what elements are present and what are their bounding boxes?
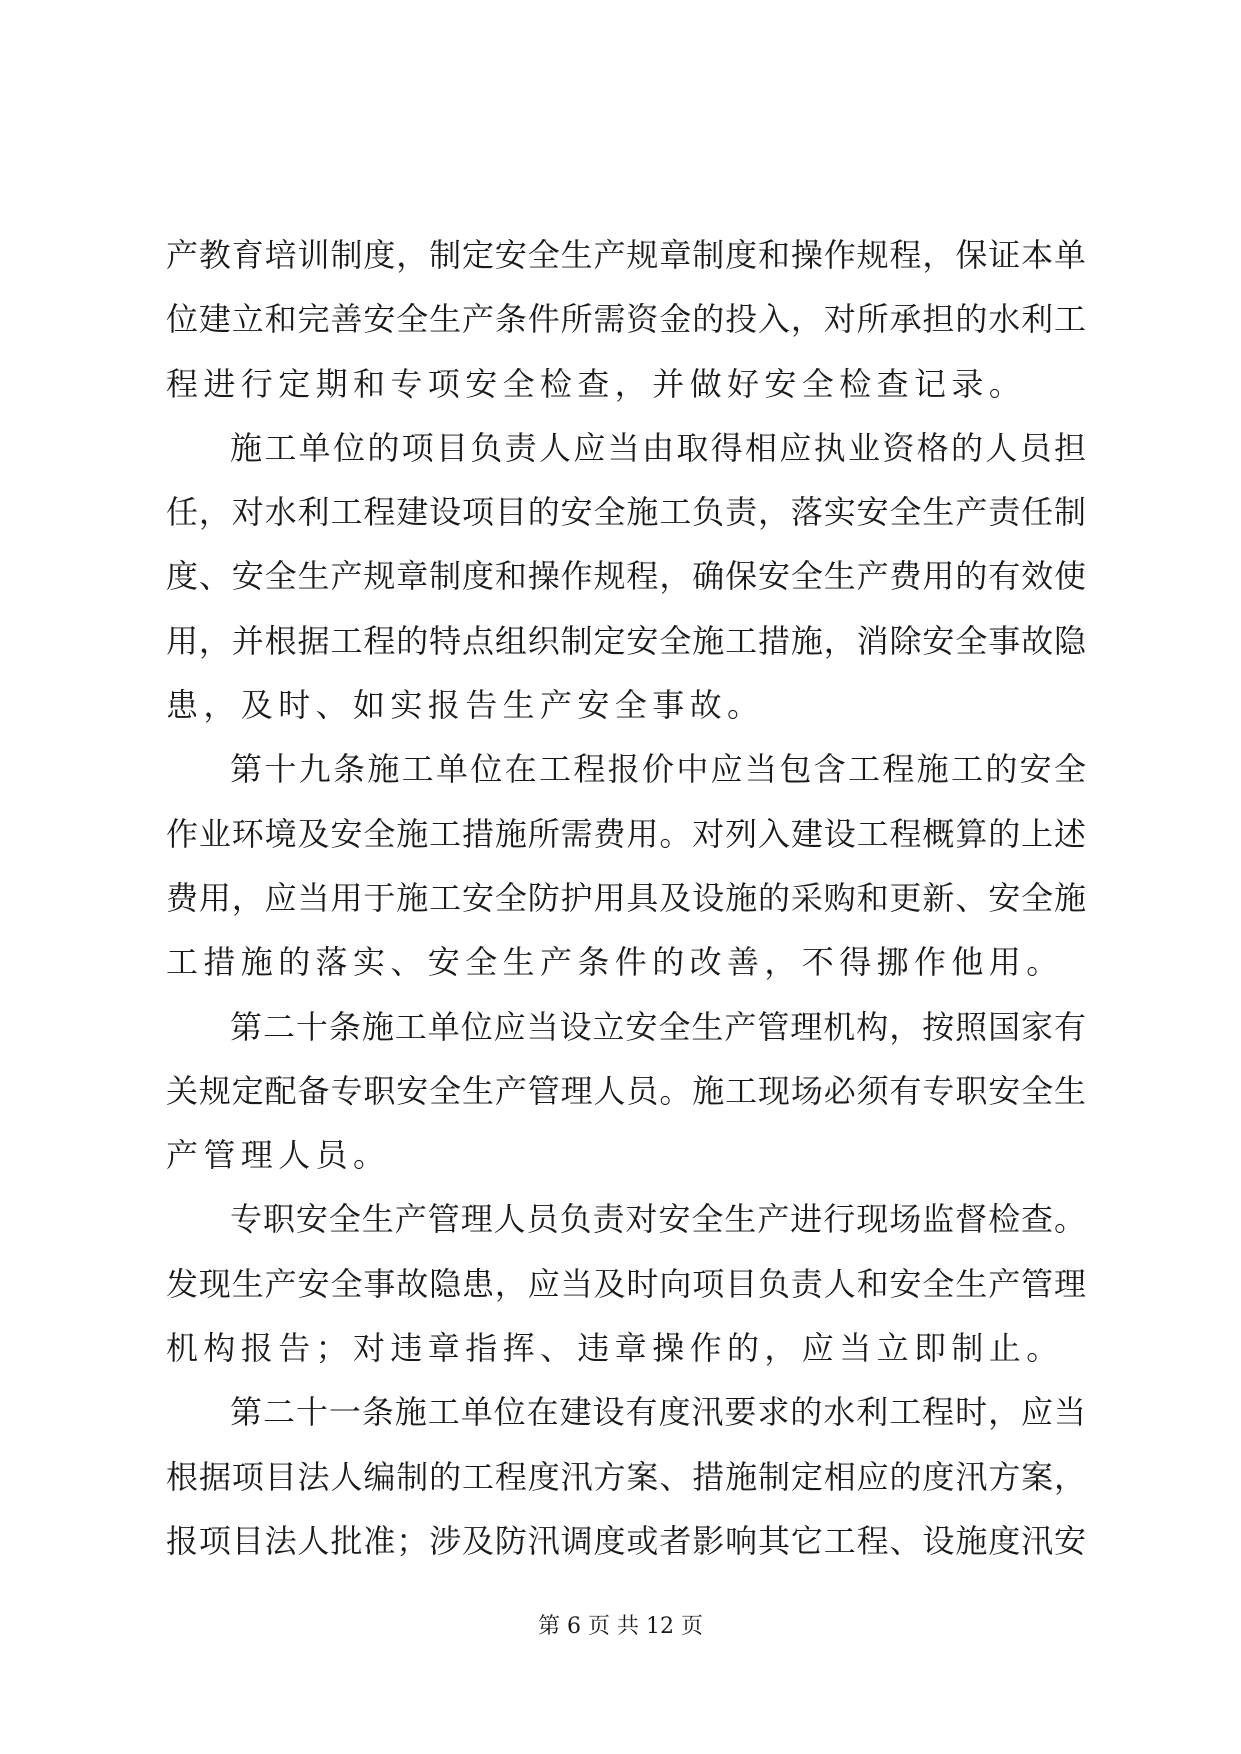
text-line: 产教育培训制度，制定安全生产规章制度和操作规程，保证本单	[166, 236, 1086, 274]
text-line: 费用，应当用于施工安全防护用具及设施的采购和更新、安全施	[166, 878, 1086, 917]
text-line: 施工单位的项目负责人应当由取得相应执业资格的人员担	[230, 428, 1086, 467]
text-line: 第十九条施工单位在工程报价中应当包含工程施工的安全	[230, 750, 1086, 789]
text-line: 度、安全生产规章制度和操作规程，确保安全生产费用的有效使	[166, 557, 1086, 596]
text-line: 产管理人员。	[166, 1136, 391, 1175]
text-line: 作业环境及安全施工措施所需费用。对列入建设工程概算的上述	[166, 814, 1086, 853]
text-line: 机构报告；对违章指挥、违章操作的，应当立即制止。	[166, 1329, 1064, 1368]
text-line: 根据项目法人编制的工程度汛方案、措施制定相应的度汛方案，	[166, 1457, 1086, 1496]
text-line: 第二十条施工单位应当设立安全生产管理机构，按照国家有	[230, 1007, 1086, 1046]
page-number-footer: 第 6 页 共 12 页	[538, 1614, 703, 1639]
text-line: 工措施的落实、安全生产条件的改善，不得挪作他用。	[166, 943, 1064, 982]
text-line: 程进行定期和专项安全检查，并做好安全检查记录。	[166, 364, 1027, 403]
document-body	[166, 232, 1086, 1582]
text-line: 专职安全生产管理人员负责对安全生产进行现场监督检查。	[230, 1200, 1086, 1239]
text-line: 位建立和完善安全生产条件所需资金的投入，对所承担的水利工	[166, 300, 1086, 339]
text-line: 任，对水利工程建设项目的安全施工负责，落实安全生产责任制	[166, 493, 1086, 532]
text-line: 关规定配备专职安全生产管理人员。施工现场必须有专职安全生	[166, 1071, 1086, 1110]
text-line: 第二十一条施工单位在建设有度汛要求的水利工程时，应当	[230, 1393, 1086, 1432]
text-line: 患，及时、如实报告生产安全事故。	[166, 686, 765, 725]
text-line: 用，并根据工程的特点组织制定安全施工措施，消除安全事故隐	[166, 621, 1086, 660]
text-line: 发现生产安全事故隐患，应当及时向项目负责人和安全生产管理	[166, 1264, 1086, 1303]
text-line: 报项目法人批准；涉及防汛调度或者影响其它工程、设施度汛安	[166, 1521, 1086, 1560]
